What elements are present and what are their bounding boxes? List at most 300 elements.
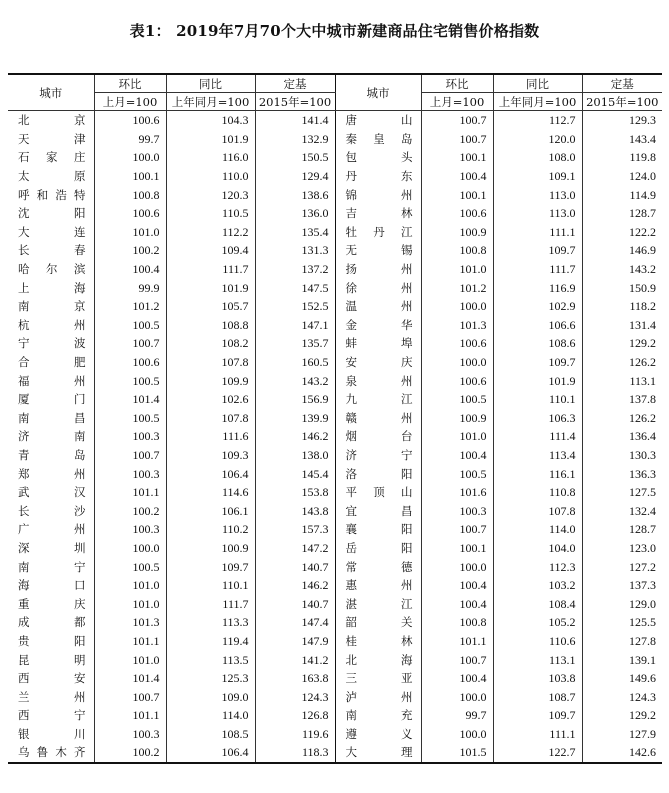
- right-mom-value: 101.6: [421, 483, 493, 502]
- right-mom-value: 100.4: [421, 594, 493, 613]
- left-fixed-value: 145.4: [255, 464, 335, 483]
- left-city-name: 宁波: [18, 336, 86, 351]
- table-row: [8, 725, 662, 744]
- left-city-name: 上海: [18, 280, 86, 295]
- right-mom-value: 100.5: [421, 390, 493, 409]
- right-yoy-value: 112.7: [493, 111, 582, 130]
- right-mom-value: 100.4: [421, 669, 493, 688]
- right-city-name: 韶关: [335, 613, 421, 632]
- left-mom-value: 100.0: [94, 539, 166, 558]
- left-mom-value: 100.3: [94, 464, 166, 483]
- left-mom-value: 101.0: [94, 594, 166, 613]
- left-city-name: 西安: [18, 671, 86, 686]
- left-fixed-value: 146.2: [255, 576, 335, 595]
- table-row: [8, 316, 662, 335]
- table-row: [8, 669, 662, 688]
- right-yoy-value: 116.1: [493, 464, 582, 483]
- left-city-name: 太原: [18, 169, 86, 184]
- left-fixed-value: 138.0: [255, 446, 335, 465]
- left-mom-value: 100.3: [94, 427, 166, 446]
- left-mom-value: 100.8: [94, 185, 166, 204]
- right-city-name: 济宁: [335, 446, 421, 465]
- left-fixed-value: 135.4: [255, 223, 335, 242]
- right-yoy-value: 106.3: [493, 409, 582, 428]
- right-mom-value: 101.5: [421, 743, 493, 763]
- right-fixed-value: 127.8: [582, 632, 662, 651]
- header-yoy-right: 同比: [493, 74, 582, 93]
- right-city-name: 秦皇岛: [335, 130, 421, 149]
- left-yoy-value: 102.6: [166, 390, 255, 409]
- table-row: [8, 446, 662, 465]
- table-row: [8, 148, 662, 167]
- left-fixed-value: 147.2: [255, 539, 335, 558]
- left-mom-value: 99.9: [94, 278, 166, 297]
- right-city-name: 泸州: [335, 687, 421, 706]
- left-yoy-value: 125.3: [166, 669, 255, 688]
- right-mom-value: 101.0: [421, 427, 493, 446]
- header-yoy-left: 同比: [166, 74, 255, 93]
- left-mom-value: 101.0: [94, 650, 166, 669]
- right-city-name: 温州: [335, 297, 421, 316]
- right-yoy-value: 111.1: [493, 725, 582, 744]
- left-fixed-value: 141.4: [255, 111, 335, 130]
- left-yoy-value: 106.4: [166, 743, 255, 763]
- right-fixed-value: 129.2: [582, 706, 662, 725]
- left-mom-value: 100.3: [94, 520, 166, 539]
- left-mom-value: 101.1: [94, 483, 166, 502]
- right-mom-value: 100.4: [421, 167, 493, 186]
- left-yoy-value: 109.3: [166, 446, 255, 465]
- right-mom-value: 100.3: [421, 501, 493, 520]
- left-mom-value: 101.1: [94, 706, 166, 725]
- price-index-table: [8, 73, 662, 764]
- header-mom-left: 环比: [94, 74, 166, 93]
- right-yoy-value: 101.9: [493, 371, 582, 390]
- right-fixed-value: 131.4: [582, 316, 662, 335]
- right-fixed-value: 137.8: [582, 390, 662, 409]
- right-mom-value: 100.4: [421, 446, 493, 465]
- left-fixed-value: 163.8: [255, 669, 335, 688]
- left-fixed-value: 118.3: [255, 743, 335, 763]
- left-city-name: 天津: [18, 131, 86, 146]
- right-fixed-value: 128.7: [582, 520, 662, 539]
- left-city-name: 合肥: [18, 355, 86, 370]
- left-mom-value: 100.4: [94, 260, 166, 279]
- right-fixed-value: 122.2: [582, 223, 662, 242]
- left-fixed-value: 147.1: [255, 316, 335, 335]
- right-yoy-value: 107.8: [493, 501, 582, 520]
- left-mom-value: 101.1: [94, 632, 166, 651]
- right-city-name: 无锡: [335, 241, 421, 260]
- right-mom-value: 99.7: [421, 706, 493, 725]
- left-yoy-value: 109.7: [166, 557, 255, 576]
- right-yoy-value: 114.0: [493, 520, 582, 539]
- left-city-name: 乌鲁木齐: [8, 743, 94, 763]
- left-mom-value: 100.2: [94, 743, 166, 763]
- right-mom-value: 100.4: [421, 576, 493, 595]
- left-yoy-value: 113.3: [166, 613, 255, 632]
- table-row: [8, 650, 662, 669]
- left-yoy-value: 106.1: [166, 501, 255, 520]
- header-city-right: 城市: [335, 74, 421, 111]
- right-fixed-value: 125.5: [582, 613, 662, 632]
- left-mom-value: 100.0: [94, 148, 166, 167]
- right-mom-value: 100.1: [421, 148, 493, 167]
- left-city-name: 重庆: [18, 596, 86, 611]
- header-mom-right: 环比: [421, 74, 493, 93]
- right-city-name: 安庆: [335, 353, 421, 372]
- right-fixed-value: 142.6: [582, 743, 662, 763]
- right-fixed-value: 124.3: [582, 687, 662, 706]
- left-mom-value: 101.0: [94, 223, 166, 242]
- left-fixed-value: 147.9: [255, 632, 335, 651]
- right-mom-value: 100.7: [421, 111, 493, 130]
- left-city-name: 哈尔滨: [18, 262, 86, 277]
- left-city-name: 武汉: [18, 485, 86, 500]
- right-yoy-value: 113.4: [493, 446, 582, 465]
- left-city-name: 兰州: [18, 689, 86, 704]
- right-mom-value: 100.0: [421, 353, 493, 372]
- left-yoy-value: 107.8: [166, 353, 255, 372]
- table-row: [8, 409, 662, 428]
- left-mom-value: 100.5: [94, 557, 166, 576]
- right-yoy-value: 108.4: [493, 594, 582, 613]
- left-mom-value: 100.3: [94, 725, 166, 744]
- right-fixed-value: 143.2: [582, 260, 662, 279]
- right-yoy-value: 110.8: [493, 483, 582, 502]
- right-city-name: 惠州: [335, 576, 421, 595]
- left-yoy-value: 107.8: [166, 409, 255, 428]
- right-city-name: 遵义: [335, 725, 421, 744]
- left-mom-value: 100.5: [94, 316, 166, 335]
- right-fixed-value: 143.4: [582, 130, 662, 149]
- right-yoy-value: 113.1: [493, 650, 582, 669]
- right-mom-value: 101.1: [421, 632, 493, 651]
- left-fixed-value: 140.7: [255, 594, 335, 613]
- right-yoy-value: 105.2: [493, 613, 582, 632]
- header-fixed-right: 定基: [582, 74, 662, 93]
- right-yoy-value: 102.9: [493, 297, 582, 316]
- left-city-name: 南京: [18, 299, 86, 314]
- left-mom-value: 101.2: [94, 297, 166, 316]
- left-mom-value: 101.0: [94, 576, 166, 595]
- right-city-name: 赣州: [335, 409, 421, 428]
- left-fixed-value: 152.5: [255, 297, 335, 316]
- table-row: [8, 632, 662, 651]
- right-city-name: 岳阳: [335, 539, 421, 558]
- left-city-name: 大连: [18, 224, 86, 239]
- table-row: [8, 371, 662, 390]
- left-fixed-value: 160.5: [255, 353, 335, 372]
- right-fixed-value: 127.5: [582, 483, 662, 502]
- table-row: [8, 130, 662, 149]
- left-fixed-value: 140.7: [255, 557, 335, 576]
- table-row: [8, 185, 662, 204]
- left-city-name: 深圳: [18, 540, 86, 555]
- left-fixed-value: 138.6: [255, 185, 335, 204]
- table-row: [8, 278, 662, 297]
- right-fixed-value: 130.3: [582, 446, 662, 465]
- table-row: [8, 743, 662, 763]
- left-fixed-value: 141.2: [255, 650, 335, 669]
- table-row: [8, 501, 662, 520]
- right-yoy-value: 106.6: [493, 316, 582, 335]
- left-mom-value: 101.3: [94, 613, 166, 632]
- right-fixed-value: 149.6: [582, 669, 662, 688]
- header-fixed-left: 定基: [255, 74, 335, 93]
- left-city-name: 福州: [18, 373, 86, 388]
- right-mom-value: 100.6: [421, 371, 493, 390]
- right-fixed-value: 136.4: [582, 427, 662, 446]
- left-city-name: 郑州: [18, 466, 86, 481]
- table-row: [8, 334, 662, 353]
- table-row: [8, 297, 662, 316]
- right-fixed-value: 126.2: [582, 353, 662, 372]
- left-yoy-value: 101.9: [166, 130, 255, 149]
- left-yoy-value: 113.5: [166, 650, 255, 669]
- left-fixed-value: 136.0: [255, 204, 335, 223]
- right-city-name: 徐州: [335, 278, 421, 297]
- right-yoy-value: 109.7: [493, 241, 582, 260]
- table-row: [8, 167, 662, 186]
- left-yoy-value: 110.1: [166, 576, 255, 595]
- left-fixed-value: 147.5: [255, 278, 335, 297]
- left-fixed-value: 153.8: [255, 483, 335, 502]
- right-fixed-value: 129.0: [582, 594, 662, 613]
- right-mom-value: 100.7: [421, 520, 493, 539]
- header-yoy-base-left: 上年同月=100: [166, 93, 255, 111]
- right-yoy-value: 108.0: [493, 148, 582, 167]
- left-yoy-value: 100.9: [166, 539, 255, 558]
- right-fixed-value: 119.8: [582, 148, 662, 167]
- header-fixed-base-left: 2015年=100: [255, 93, 335, 111]
- left-yoy-value: 111.7: [166, 594, 255, 613]
- left-fixed-value: 147.4: [255, 613, 335, 632]
- left-city-name: 贵阳: [18, 633, 86, 648]
- table-row: [8, 111, 662, 130]
- right-yoy-value: 110.1: [493, 390, 582, 409]
- right-mom-value: 100.0: [421, 557, 493, 576]
- right-yoy-value: 122.7: [493, 743, 582, 763]
- right-city-name: 桂林: [335, 632, 421, 651]
- left-yoy-value: 111.6: [166, 427, 255, 446]
- left-mom-value: 100.1: [94, 167, 166, 186]
- header-mom-base-right: 上月=100: [421, 93, 493, 111]
- left-yoy-value: 109.9: [166, 371, 255, 390]
- table-row: [8, 241, 662, 260]
- left-mom-value: 101.4: [94, 390, 166, 409]
- right-yoy-value: 110.6: [493, 632, 582, 651]
- left-fixed-value: 126.8: [255, 706, 335, 725]
- left-fixed-value: 156.9: [255, 390, 335, 409]
- left-city-name: 济南: [18, 429, 86, 444]
- left-city-name: 呼和浩特: [18, 187, 86, 202]
- right-mom-value: 100.6: [421, 334, 493, 353]
- left-mom-value: 100.6: [94, 353, 166, 372]
- right-mom-value: 100.0: [421, 687, 493, 706]
- right-yoy-value: 103.8: [493, 669, 582, 688]
- right-city-name: 三亚: [335, 669, 421, 688]
- left-city-name: 南宁: [18, 559, 86, 574]
- left-yoy-value: 114.6: [166, 483, 255, 502]
- table-body: [8, 111, 662, 763]
- right-fixed-value: 113.1: [582, 371, 662, 390]
- right-city-name: 包头: [335, 148, 421, 167]
- left-yoy-value: 109.0: [166, 687, 255, 706]
- table-row: [8, 464, 662, 483]
- left-fixed-value: 137.2: [255, 260, 335, 279]
- right-yoy-value: 112.3: [493, 557, 582, 576]
- left-yoy-value: 110.2: [166, 520, 255, 539]
- left-city-name: 银川: [18, 726, 86, 741]
- right-fixed-value: 127.2: [582, 557, 662, 576]
- table-row: [8, 427, 662, 446]
- left-city-name: 青岛: [18, 447, 86, 462]
- right-yoy-value: 109.1: [493, 167, 582, 186]
- left-mom-value: 100.7: [94, 334, 166, 353]
- left-fixed-value: 119.6: [255, 725, 335, 744]
- right-fixed-value: 146.9: [582, 241, 662, 260]
- table-row: [8, 390, 662, 409]
- left-mom-value: 100.5: [94, 371, 166, 390]
- left-city-name: 厦门: [18, 392, 86, 407]
- left-yoy-value: 105.7: [166, 297, 255, 316]
- right-fixed-value: 139.1: [582, 650, 662, 669]
- right-yoy-value: 116.9: [493, 278, 582, 297]
- right-city-name: 襄阳: [335, 520, 421, 539]
- table-row: [8, 260, 662, 279]
- right-yoy-value: 120.0: [493, 130, 582, 149]
- left-fixed-value: 143.8: [255, 501, 335, 520]
- left-fixed-value: 157.3: [255, 520, 335, 539]
- right-city-name: 烟台: [335, 427, 421, 446]
- left-yoy-value: 112.2: [166, 223, 255, 242]
- right-mom-value: 101.3: [421, 316, 493, 335]
- right-mom-value: 100.6: [421, 204, 493, 223]
- right-fixed-value: 137.3: [582, 576, 662, 595]
- right-mom-value: 100.7: [421, 130, 493, 149]
- left-mom-value: 100.6: [94, 204, 166, 223]
- left-yoy-value: 108.8: [166, 316, 255, 335]
- left-mom-value: 100.2: [94, 241, 166, 260]
- right-city-name: 丹东: [335, 167, 421, 186]
- right-yoy-value: 113.0: [493, 204, 582, 223]
- right-fixed-value: 114.9: [582, 185, 662, 204]
- left-city-name: 北京: [18, 113, 86, 128]
- left-city-name: 海口: [18, 578, 86, 593]
- right-city-name: 洛阳: [335, 464, 421, 483]
- left-yoy-value: 104.3: [166, 111, 255, 130]
- left-city-name: 杭州: [18, 317, 86, 332]
- left-fixed-value: 132.9: [255, 130, 335, 149]
- table-row: [8, 576, 662, 595]
- left-yoy-value: 108.2: [166, 334, 255, 353]
- right-mom-value: 100.7: [421, 650, 493, 669]
- left-city-name: 长沙: [18, 503, 86, 518]
- left-fixed-value: 139.9: [255, 409, 335, 428]
- right-fixed-value: 128.7: [582, 204, 662, 223]
- left-fixed-value: 135.7: [255, 334, 335, 353]
- header-mom-base-left: 上月=100: [94, 93, 166, 111]
- left-city-name: 南昌: [18, 410, 86, 425]
- right-yoy-value: 104.0: [493, 539, 582, 558]
- left-yoy-value: 110.5: [166, 204, 255, 223]
- left-yoy-value: 106.4: [166, 464, 255, 483]
- left-yoy-value: 110.0: [166, 167, 255, 186]
- right-mom-value: 100.0: [421, 725, 493, 744]
- left-yoy-value: 111.7: [166, 260, 255, 279]
- right-yoy-value: 111.1: [493, 223, 582, 242]
- left-fixed-value: 131.3: [255, 241, 335, 260]
- right-yoy-value: 108.7: [493, 687, 582, 706]
- right-fixed-value: 123.0: [582, 539, 662, 558]
- left-city-name: 沈阳: [18, 206, 86, 221]
- left-yoy-value: 119.4: [166, 632, 255, 651]
- header-city-left: 城市: [8, 74, 94, 111]
- left-fixed-value: 124.3: [255, 687, 335, 706]
- left-yoy-value: 116.0: [166, 148, 255, 167]
- left-fixed-value: 129.4: [255, 167, 335, 186]
- right-yoy-value: 108.6: [493, 334, 582, 353]
- right-city-name: 湛江: [335, 594, 421, 613]
- table-row: [8, 594, 662, 613]
- table-row: [8, 687, 662, 706]
- header-fixed-base-right: 2015年=100: [582, 93, 662, 111]
- right-mom-value: 100.1: [421, 539, 493, 558]
- left-city-name: 石家庄: [18, 150, 86, 165]
- right-fixed-value: 132.4: [582, 501, 662, 520]
- right-city-name: 宜昌: [335, 501, 421, 520]
- left-yoy-value: 120.3: [166, 185, 255, 204]
- left-city-name: 长春: [18, 243, 86, 258]
- left-mom-value: 100.7: [94, 446, 166, 465]
- right-city-name: 大理: [335, 743, 421, 763]
- right-fixed-value: 150.9: [582, 278, 662, 297]
- left-mom-value: 100.7: [94, 687, 166, 706]
- left-fixed-value: 150.5: [255, 148, 335, 167]
- right-fixed-value: 126.2: [582, 409, 662, 428]
- left-city-name: 广州: [18, 522, 86, 537]
- left-fixed-value: 143.2: [255, 371, 335, 390]
- left-mom-value: 100.2: [94, 501, 166, 520]
- right-fixed-value: 124.0: [582, 167, 662, 186]
- right-fixed-value: 127.9: [582, 725, 662, 744]
- table-row: [8, 613, 662, 632]
- header-yoy-base-right: 上年同月=100: [493, 93, 582, 111]
- right-city-name: 蚌埠: [335, 334, 421, 353]
- left-mom-value: 100.6: [94, 111, 166, 130]
- table-row: [8, 483, 662, 502]
- right-fixed-value: 136.3: [582, 464, 662, 483]
- right-mom-value: 100.0: [421, 297, 493, 316]
- right-mom-value: 100.1: [421, 185, 493, 204]
- right-mom-value: 100.5: [421, 464, 493, 483]
- left-yoy-value: 109.4: [166, 241, 255, 260]
- table-row: [8, 706, 662, 725]
- left-yoy-value: 114.0: [166, 706, 255, 725]
- right-city-name: 北海: [335, 650, 421, 669]
- left-city-name: 昆明: [18, 652, 86, 667]
- right-mom-value: 100.8: [421, 613, 493, 632]
- right-yoy-value: 111.7: [493, 260, 582, 279]
- table-title: 表1： 2019年7月70个大中城市新建商品住宅销售价格指数: [129, 22, 540, 40]
- table-row: [8, 557, 662, 576]
- left-yoy-value: 101.9: [166, 278, 255, 297]
- right-city-name: 九江: [335, 390, 421, 409]
- right-mom-value: 100.9: [421, 409, 493, 428]
- left-fixed-value: 146.2: [255, 427, 335, 446]
- right-city-name: 扬州: [335, 260, 421, 279]
